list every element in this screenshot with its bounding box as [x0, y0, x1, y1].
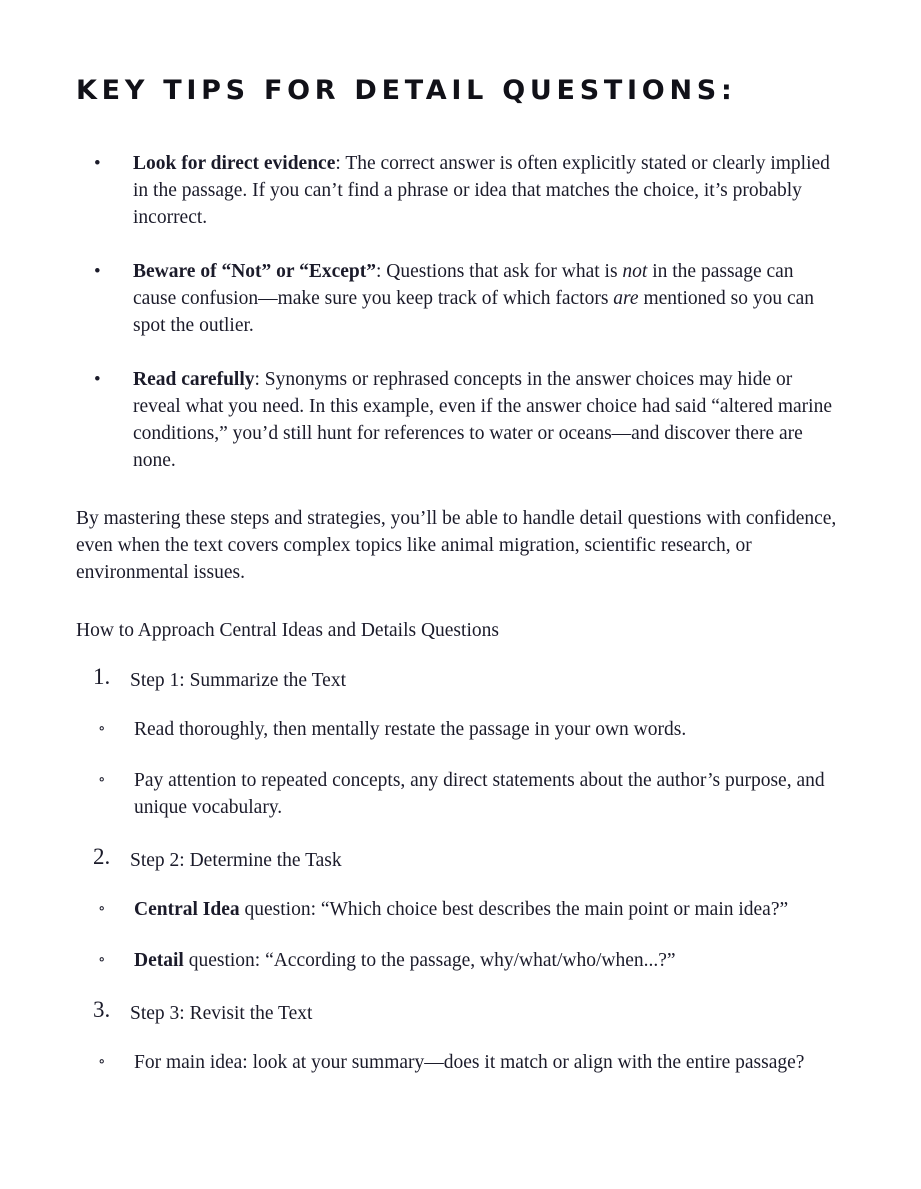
- step-number: 1.: [93, 663, 111, 689]
- document-content: [76, 0, 838, 1102]
- bullet-marker-icon: •: [94, 368, 101, 390]
- bullet-marker-icon: •: [94, 152, 101, 174]
- page-title: KEY TIPS FOR DETAIL QUESTIONS:: [76, 75, 737, 106]
- sub-lead: Central Idea: [134, 898, 240, 920]
- tip-body: : Synonyms or rephrased concepts in the answer choices may hide or reveal what you need. In this example, even if the answer choice had said “altered marine conditions,” you’d still hunt for references to water or oceans—and discover there are none.: [133, 368, 832, 471]
- step-number: 2.: [93, 843, 111, 869]
- tip-emphasis-are: are: [613, 287, 639, 309]
- section-subheading: How to Approach Central Ideas and Details Questions: [76, 619, 499, 641]
- steps-list: [76, 663, 838, 1076]
- tip-body-part3: mentioned so you can spot the outlier.: [133, 287, 815, 336]
- tip-lead: Beware of “Not” or “Except”: [133, 260, 376, 282]
- tip-body-part2: in the passage can cause confusion—make sure you keep track of which factors: [133, 260, 794, 309]
- sub-bullet-marker-icon: ∘: [98, 951, 106, 968]
- sub-list: [76, 896, 838, 974]
- list-item: [76, 1049, 838, 1076]
- sub-bullet-marker-icon: ∘: [98, 720, 106, 737]
- step-number: 3.: [93, 996, 111, 1022]
- list-item: [76, 896, 838, 923]
- step-title: Step 2: Determine the Task: [130, 849, 342, 871]
- list-item: [76, 716, 838, 743]
- step-block: [76, 663, 838, 821]
- list-item: [76, 150, 838, 231]
- step-title: Step 1: Summarize the Text: [130, 669, 346, 691]
- tip-body: : The correct answer is often explicitly stated or clearly implied in the passage. If you can’t find a phrase or idea that matches the choice, it’s probably incorrect.: [133, 152, 830, 228]
- list-item: [76, 767, 838, 821]
- closing-paragraph: By mastering these steps and strategies, you’ll be able to handle detail questions with confidence, even when the text covers complex topics like animal migration, scientific research, or environmental issues.: [76, 507, 837, 583]
- tip-emphasis-not: not: [622, 260, 648, 282]
- step-title: Step 3: Revisit the Text: [130, 1002, 313, 1024]
- sub-bullet-marker-icon: ∘: [98, 900, 106, 917]
- sub-text: question: “Which choice best describes the main point or main idea?”: [239, 898, 789, 920]
- sub-list: [76, 1049, 838, 1076]
- key-tips-list: [76, 150, 838, 474]
- sub-text: For main idea: look at your summary—does it match or align with the entire passage?: [134, 1051, 805, 1073]
- step-block: [76, 996, 838, 1076]
- sub-bullet-marker-icon: ∘: [98, 1053, 106, 1070]
- tip-body-part1: : Questions that ask for what is: [375, 260, 623, 282]
- sub-text: question: “According to the passage, why/what/who/when...?”: [183, 949, 676, 971]
- sub-text: Pay attention to repeated concepts, any direct statements about the author’s purpose, and unique vocabulary.: [134, 769, 825, 818]
- list-item: [76, 947, 838, 974]
- list-item: [76, 366, 838, 474]
- bullet-marker-icon: •: [94, 260, 101, 282]
- sub-text: Read thoroughly, then mentally restate the passage in your own words.: [134, 718, 687, 740]
- sub-bullet-marker-icon: ∘: [98, 771, 106, 788]
- tip-lead: Read carefully: [133, 368, 255, 390]
- list-item: [76, 843, 838, 874]
- sub-lead: Detail: [134, 949, 184, 971]
- tip-lead: Look for direct evidence: [133, 152, 336, 174]
- list-item: [76, 996, 838, 1027]
- step-block: [76, 843, 838, 974]
- list-item: [76, 663, 838, 694]
- list-item: [76, 258, 838, 339]
- sub-list: [76, 716, 838, 821]
